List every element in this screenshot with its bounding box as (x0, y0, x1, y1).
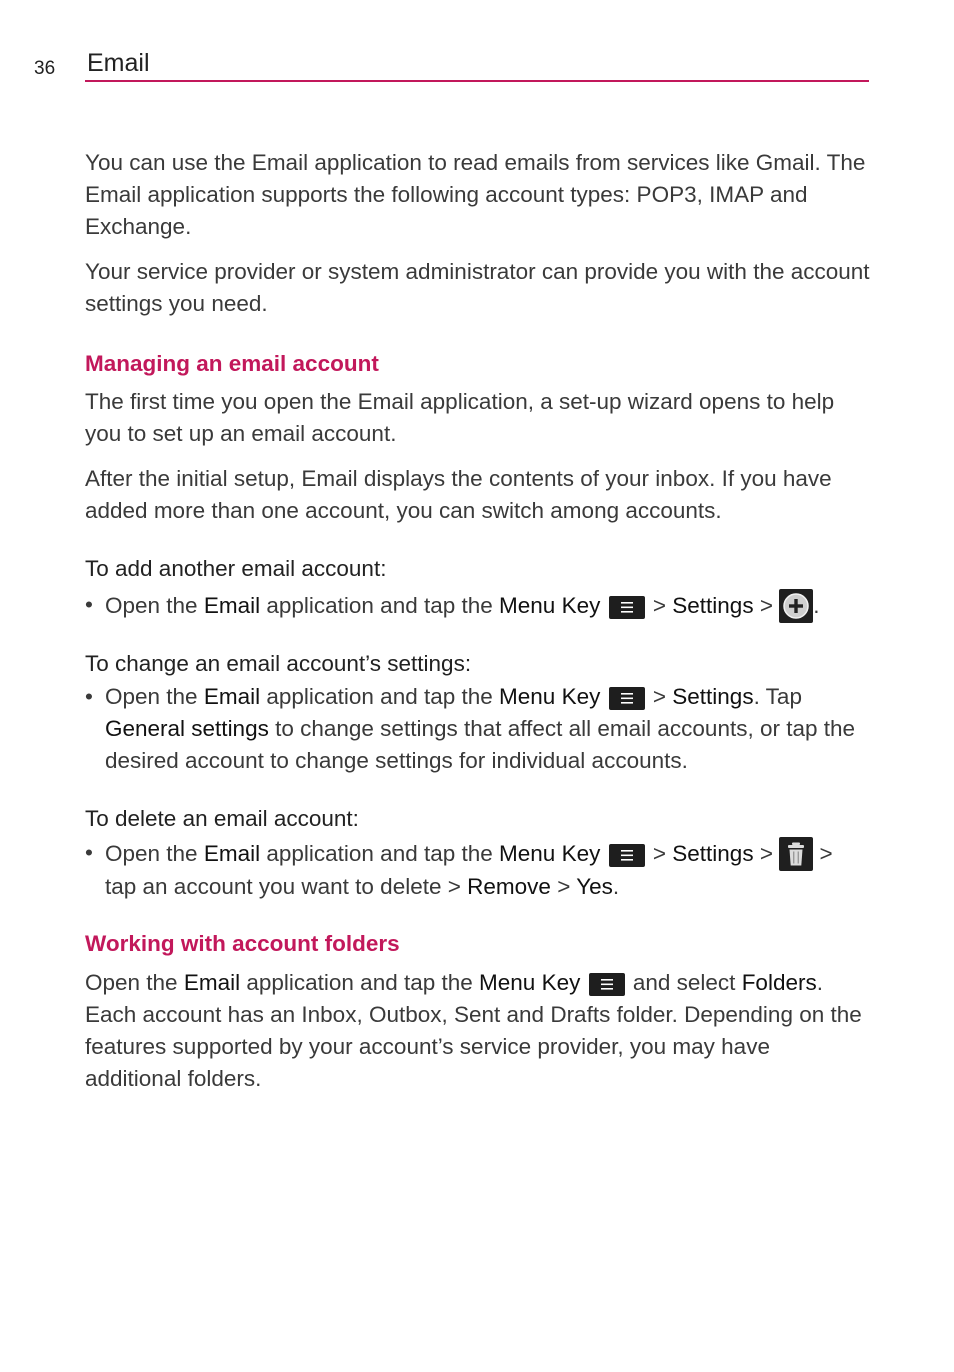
folders-paragraph: Open the Email application and tap the Menu Key and select Folders. Each account has an Inbox, Outbox, Sent and Drafts folder. Depending on the features supported by your account’s service provider, you may have additional folders. (85, 970, 862, 1091)
bullet-delete-account: • Open the Email application and tap the Menu Key > Settings > > tap an account you want to delete > Remove > Yes. (85, 837, 870, 903)
header-rule (85, 80, 869, 82)
subheading-change-settings: To change an email account’s settings: (85, 651, 472, 676)
section-heading-managing: Managing an email account (85, 351, 379, 376)
menu-key-icon (589, 973, 625, 996)
menu-key-icon (609, 596, 645, 619)
subheading-add-account: To add another email account: (85, 556, 387, 581)
add-account-icon (779, 589, 813, 623)
header-title: Email (87, 49, 150, 77)
intro-paragraph-2: Your service provider or system administrator can provide you with the account settings you need. (85, 259, 870, 316)
managing-paragraph-1: The first time you open the Email application, a set-up wizard opens to help you to set up an email account. (85, 389, 835, 446)
menu-key-icon (609, 844, 645, 867)
subheading-delete-account: To delete an email account: (85, 806, 359, 831)
bullet-change-settings: • Open the Email application and tap the Menu Key > Settings. Tap General settings to change settings that affect all email accounts, or tap the desired account to change settings for individual accounts. (85, 684, 856, 773)
managing-paragraph-2: After the initial setup, Email displays the contents of your inbox. If you have added more than one account, you can switch among accounts. (85, 466, 832, 523)
page-number: 36 (34, 58, 56, 79)
menu-key-icon (609, 687, 645, 710)
intro-paragraph-1: You can use the Email application to read emails from services like Gmail. The Email application supports the following account types: POP3, IMAP and Exchange. (85, 150, 866, 239)
trash-icon (779, 837, 813, 871)
bullet-add-account: • Open the Email application and tap the Menu Key > Settings > . (85, 589, 870, 623)
section-heading-folders: Working with account folders (85, 931, 400, 956)
page-content (85, 147, 870, 1095)
